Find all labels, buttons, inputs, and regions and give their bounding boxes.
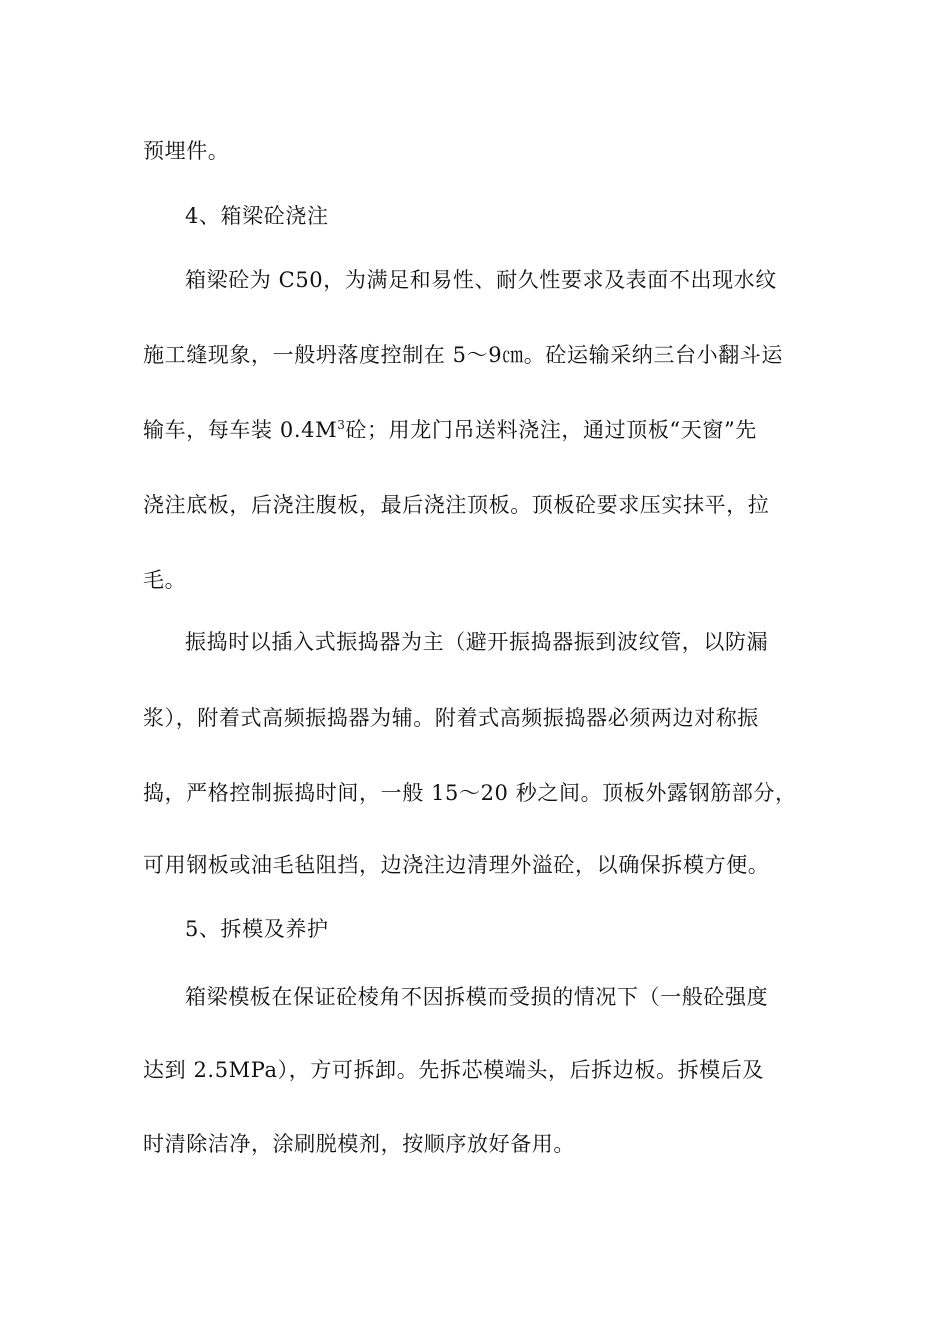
paragraph-line: 毛。 [143, 568, 187, 592]
paragraph-line: 箱梁模板在保证砼棱角不因拆模而受损的情况下（一般砼强度 [185, 985, 769, 1009]
superscript-exponent: 3 [337, 418, 346, 432]
paragraph-line: 浇注底板，后浇注腹板，最后浇注顶板。顶板砼要求压实抹平，拉 [143, 493, 770, 517]
paragraph-line: 时清除洁净，涂刷脱模剂，按顺序放好备用。 [143, 1132, 575, 1156]
paragraph-line: 施工缝现象，一般坍落度控制在 5～9㎝。砼运输采纳三台小翻斗运 [143, 343, 783, 367]
section-heading-formwork-removal: 5、拆模及养护 [185, 917, 329, 941]
paragraph-line: 预埋件。 [143, 139, 230, 163]
paragraph-line: 捣，严格控制振捣时间，一般 15～20 秒之间。顶板外露钢筋部分， [143, 781, 797, 805]
line-text-after: 砼；用龙门吊送料浇注，通过顶板“天窗”先 [345, 418, 757, 442]
paragraph-line: 振捣时以插入式振捣器为主（避开振捣器振到波纹管，以防漏 [185, 630, 769, 654]
paragraph-line: 达到 2.5MPa），方可拆卸。先拆芯模端头，后拆边板。拆模后及 [143, 1058, 764, 1082]
line-text-before: 输车，每车装 0.4M [143, 418, 338, 442]
paragraph-line: 箱梁砼为 C50，为满足和易性、耐久性要求及表面不出现水纹 [185, 268, 777, 292]
paragraph-line: 可用钢板或油毛毡阻挡，边浇注边清理外溢砼，以确保拆模方便。 [143, 853, 770, 877]
section-heading-concrete-pouring: 4、箱梁砼浇注 [185, 204, 329, 228]
paragraph-line-with-superscript [143, 415, 757, 445]
paragraph-line: 浆），附着式高频振捣器为辅。附着式高频振捣器必须两边对称振 [143, 706, 759, 730]
